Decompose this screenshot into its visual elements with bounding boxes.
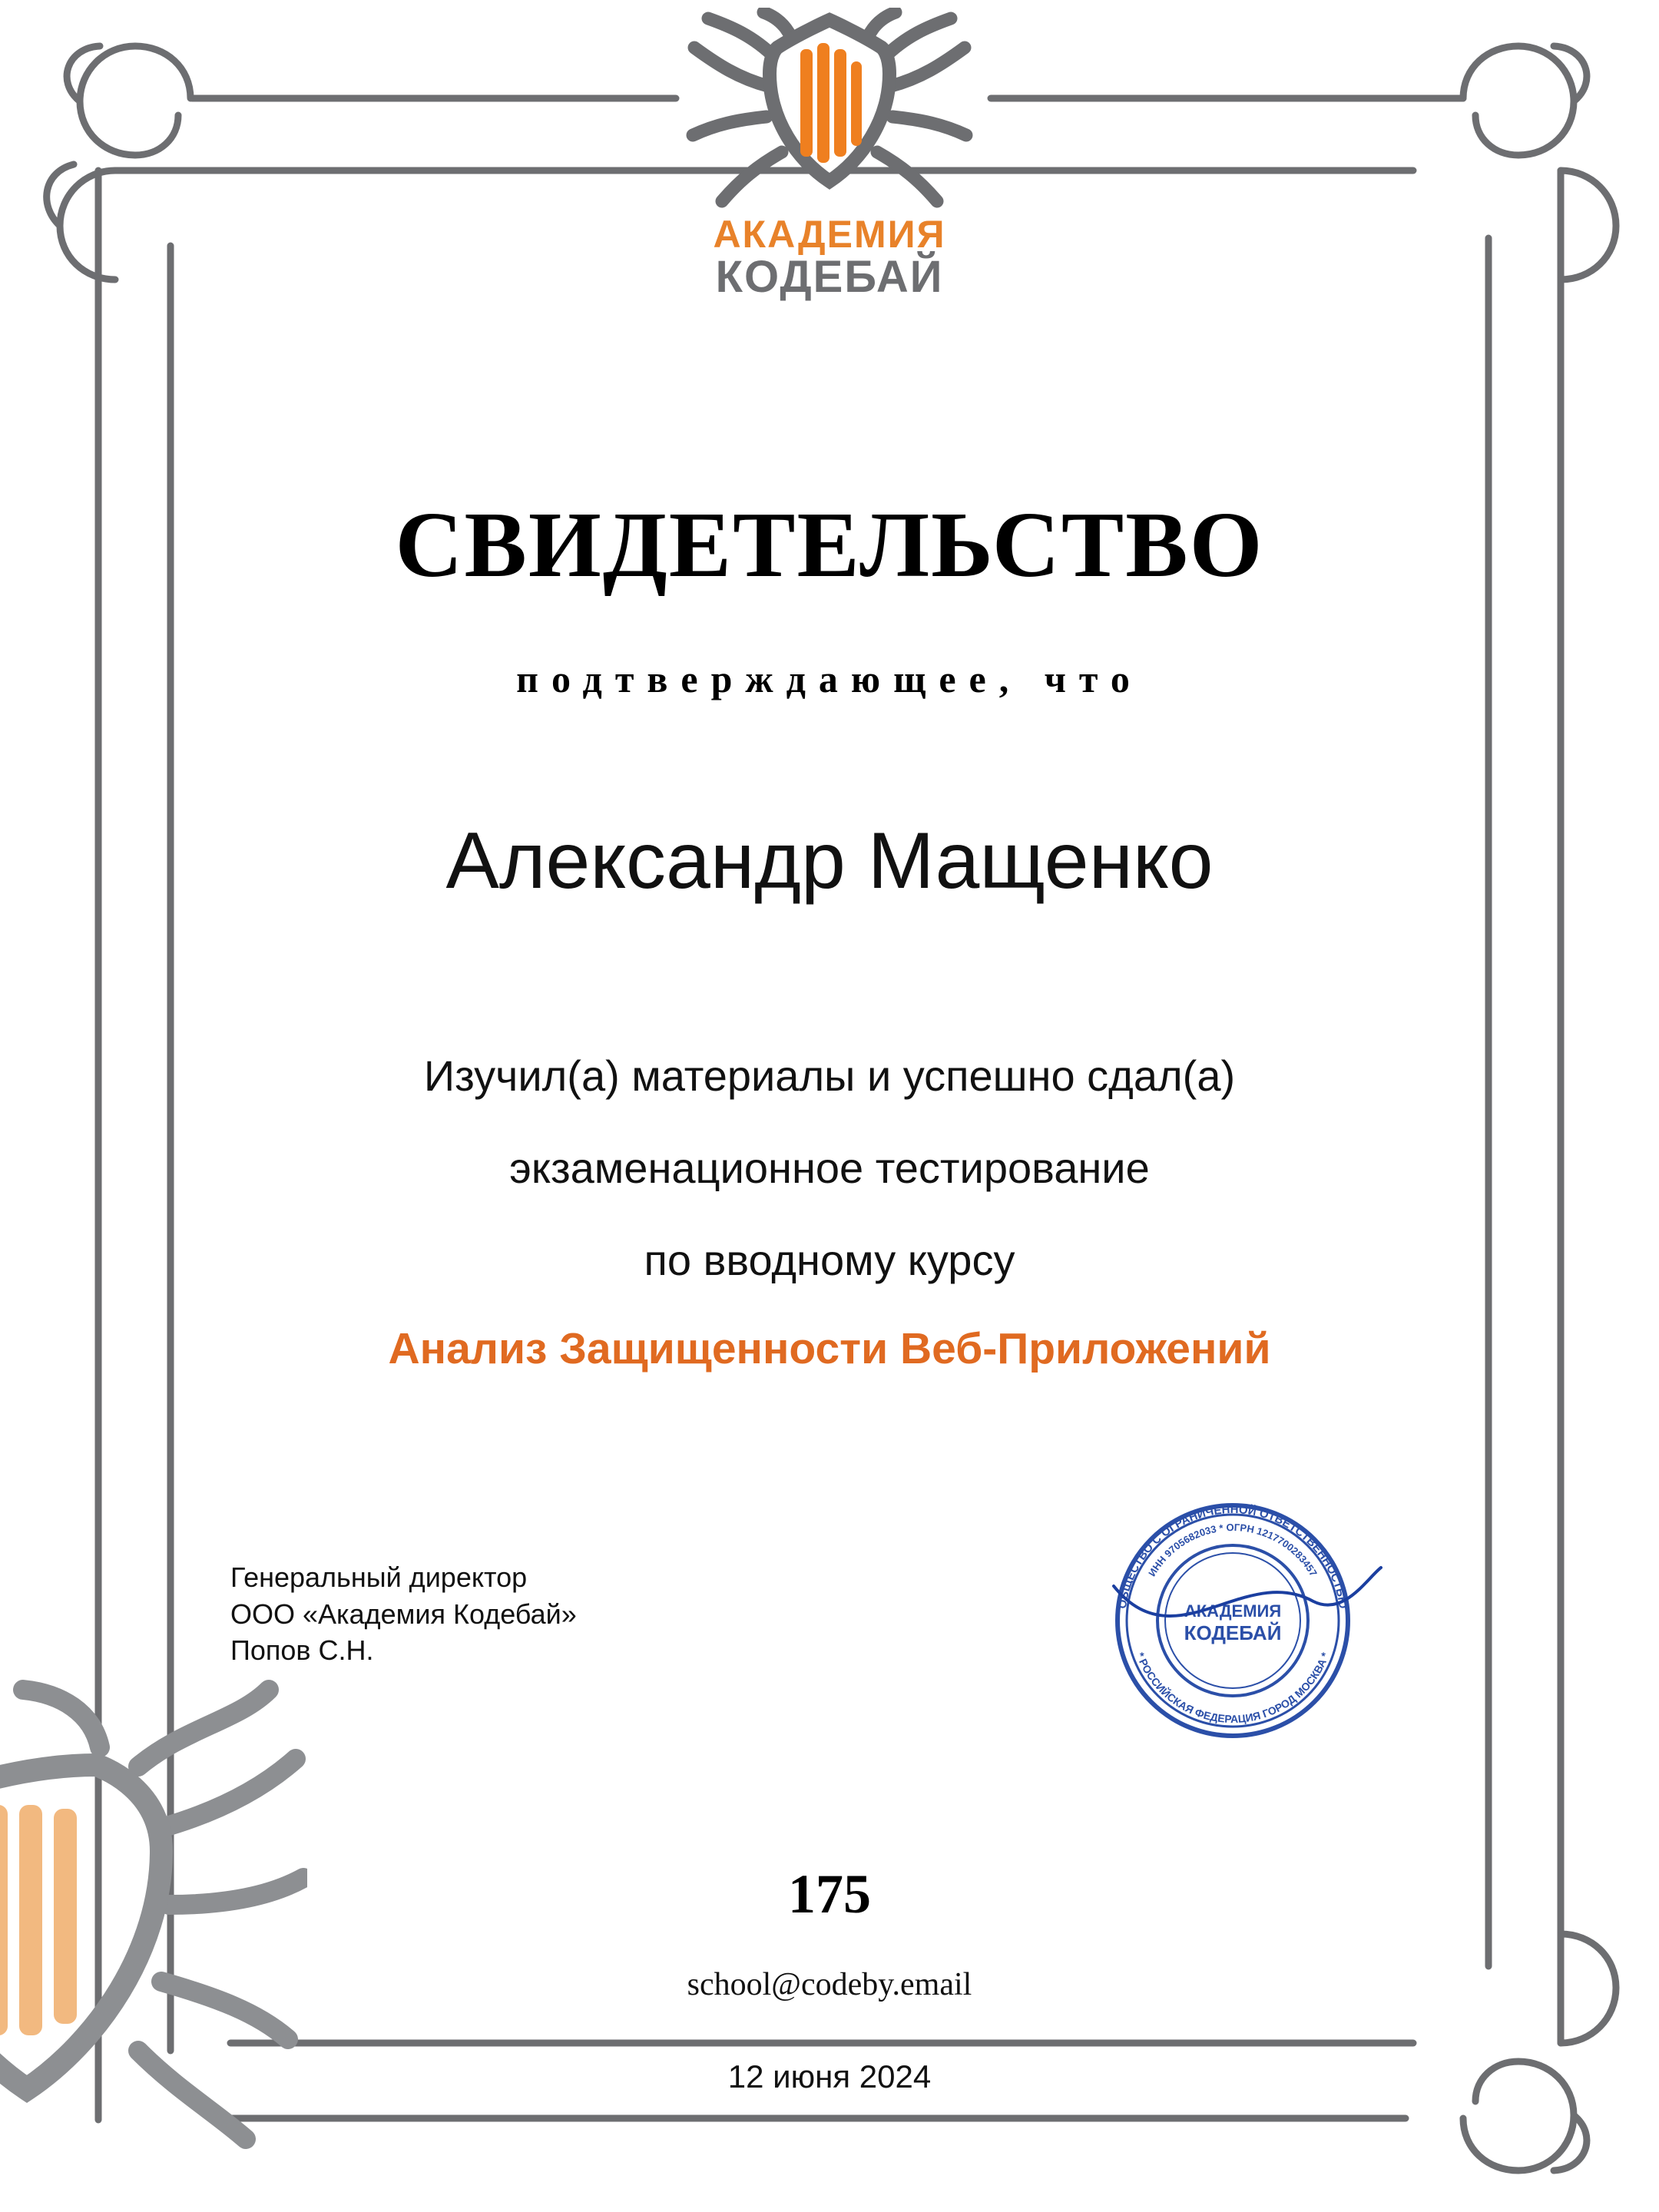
svg-text:КОДЕБАЙ: КОДЕБАЙ: [1184, 1621, 1282, 1644]
certificate-subtitle: подтверждающее, что: [516, 657, 1143, 700]
recipient-name: Александр Мащенко: [445, 816, 1214, 906]
signature-block: [230, 1559, 577, 1669]
academy-logo: [661, 8, 998, 300]
contact-email: school@codeby.email: [687, 1967, 972, 2002]
course-name: Анализ Защищенности Веб-Приложений: [388, 1324, 1271, 1373]
body-line-3: по вводному курсу: [644, 1236, 1015, 1284]
logo-line-1: АКАДЕМИЯ: [713, 213, 946, 256]
issue-date: 12 июня 2024: [727, 2058, 932, 2094]
body-line-2: экзаменационное тестирование: [509, 1144, 1150, 1192]
logo-shield-icon: [661, 8, 998, 219]
logo-line-2: КОДЕБАЙ: [715, 252, 944, 302]
svg-text:ОБЩЕСТВО С ОГРАНИЧЕННОЙ ОТВЕТС: ОБЩЕСТВО С ОГРАНИЧЕННОЙ ОТВЕТСТВЕННОСТЬЮ: [1115, 1502, 1350, 1610]
company-stamp: [1083, 1471, 1382, 1770]
svg-text:ИНН 9705682033 * ОГРН 121770: ИНН 9705682033 * ОГРН 1217700283457: [1146, 1521, 1320, 1579]
signature-position: Генеральный директор: [230, 1561, 528, 1593]
certificate-title: СВИДЕТЕЛЬСТВО: [395, 493, 1264, 597]
svg-text:* РОССИЙСКАЯ ФЕДЕРАЦИЯ ГОРОД: * РОССИЙСКАЯ ФЕДЕРАЦИЯ ГОРОД МОСКВА *: [1134, 1651, 1332, 1726]
certificate-number: 175: [788, 1863, 871, 1925]
svg-text:АКАДЕМИЯ: АКАДЕМИЯ: [1184, 1601, 1282, 1621]
body-line-1: Изучил(а) материалы и успешно сдал(а): [423, 1051, 1236, 1100]
signature-company: ООО «Академия Кодебай»: [230, 1598, 577, 1630]
signature-person: Попов С.Н.: [230, 1634, 374, 1667]
